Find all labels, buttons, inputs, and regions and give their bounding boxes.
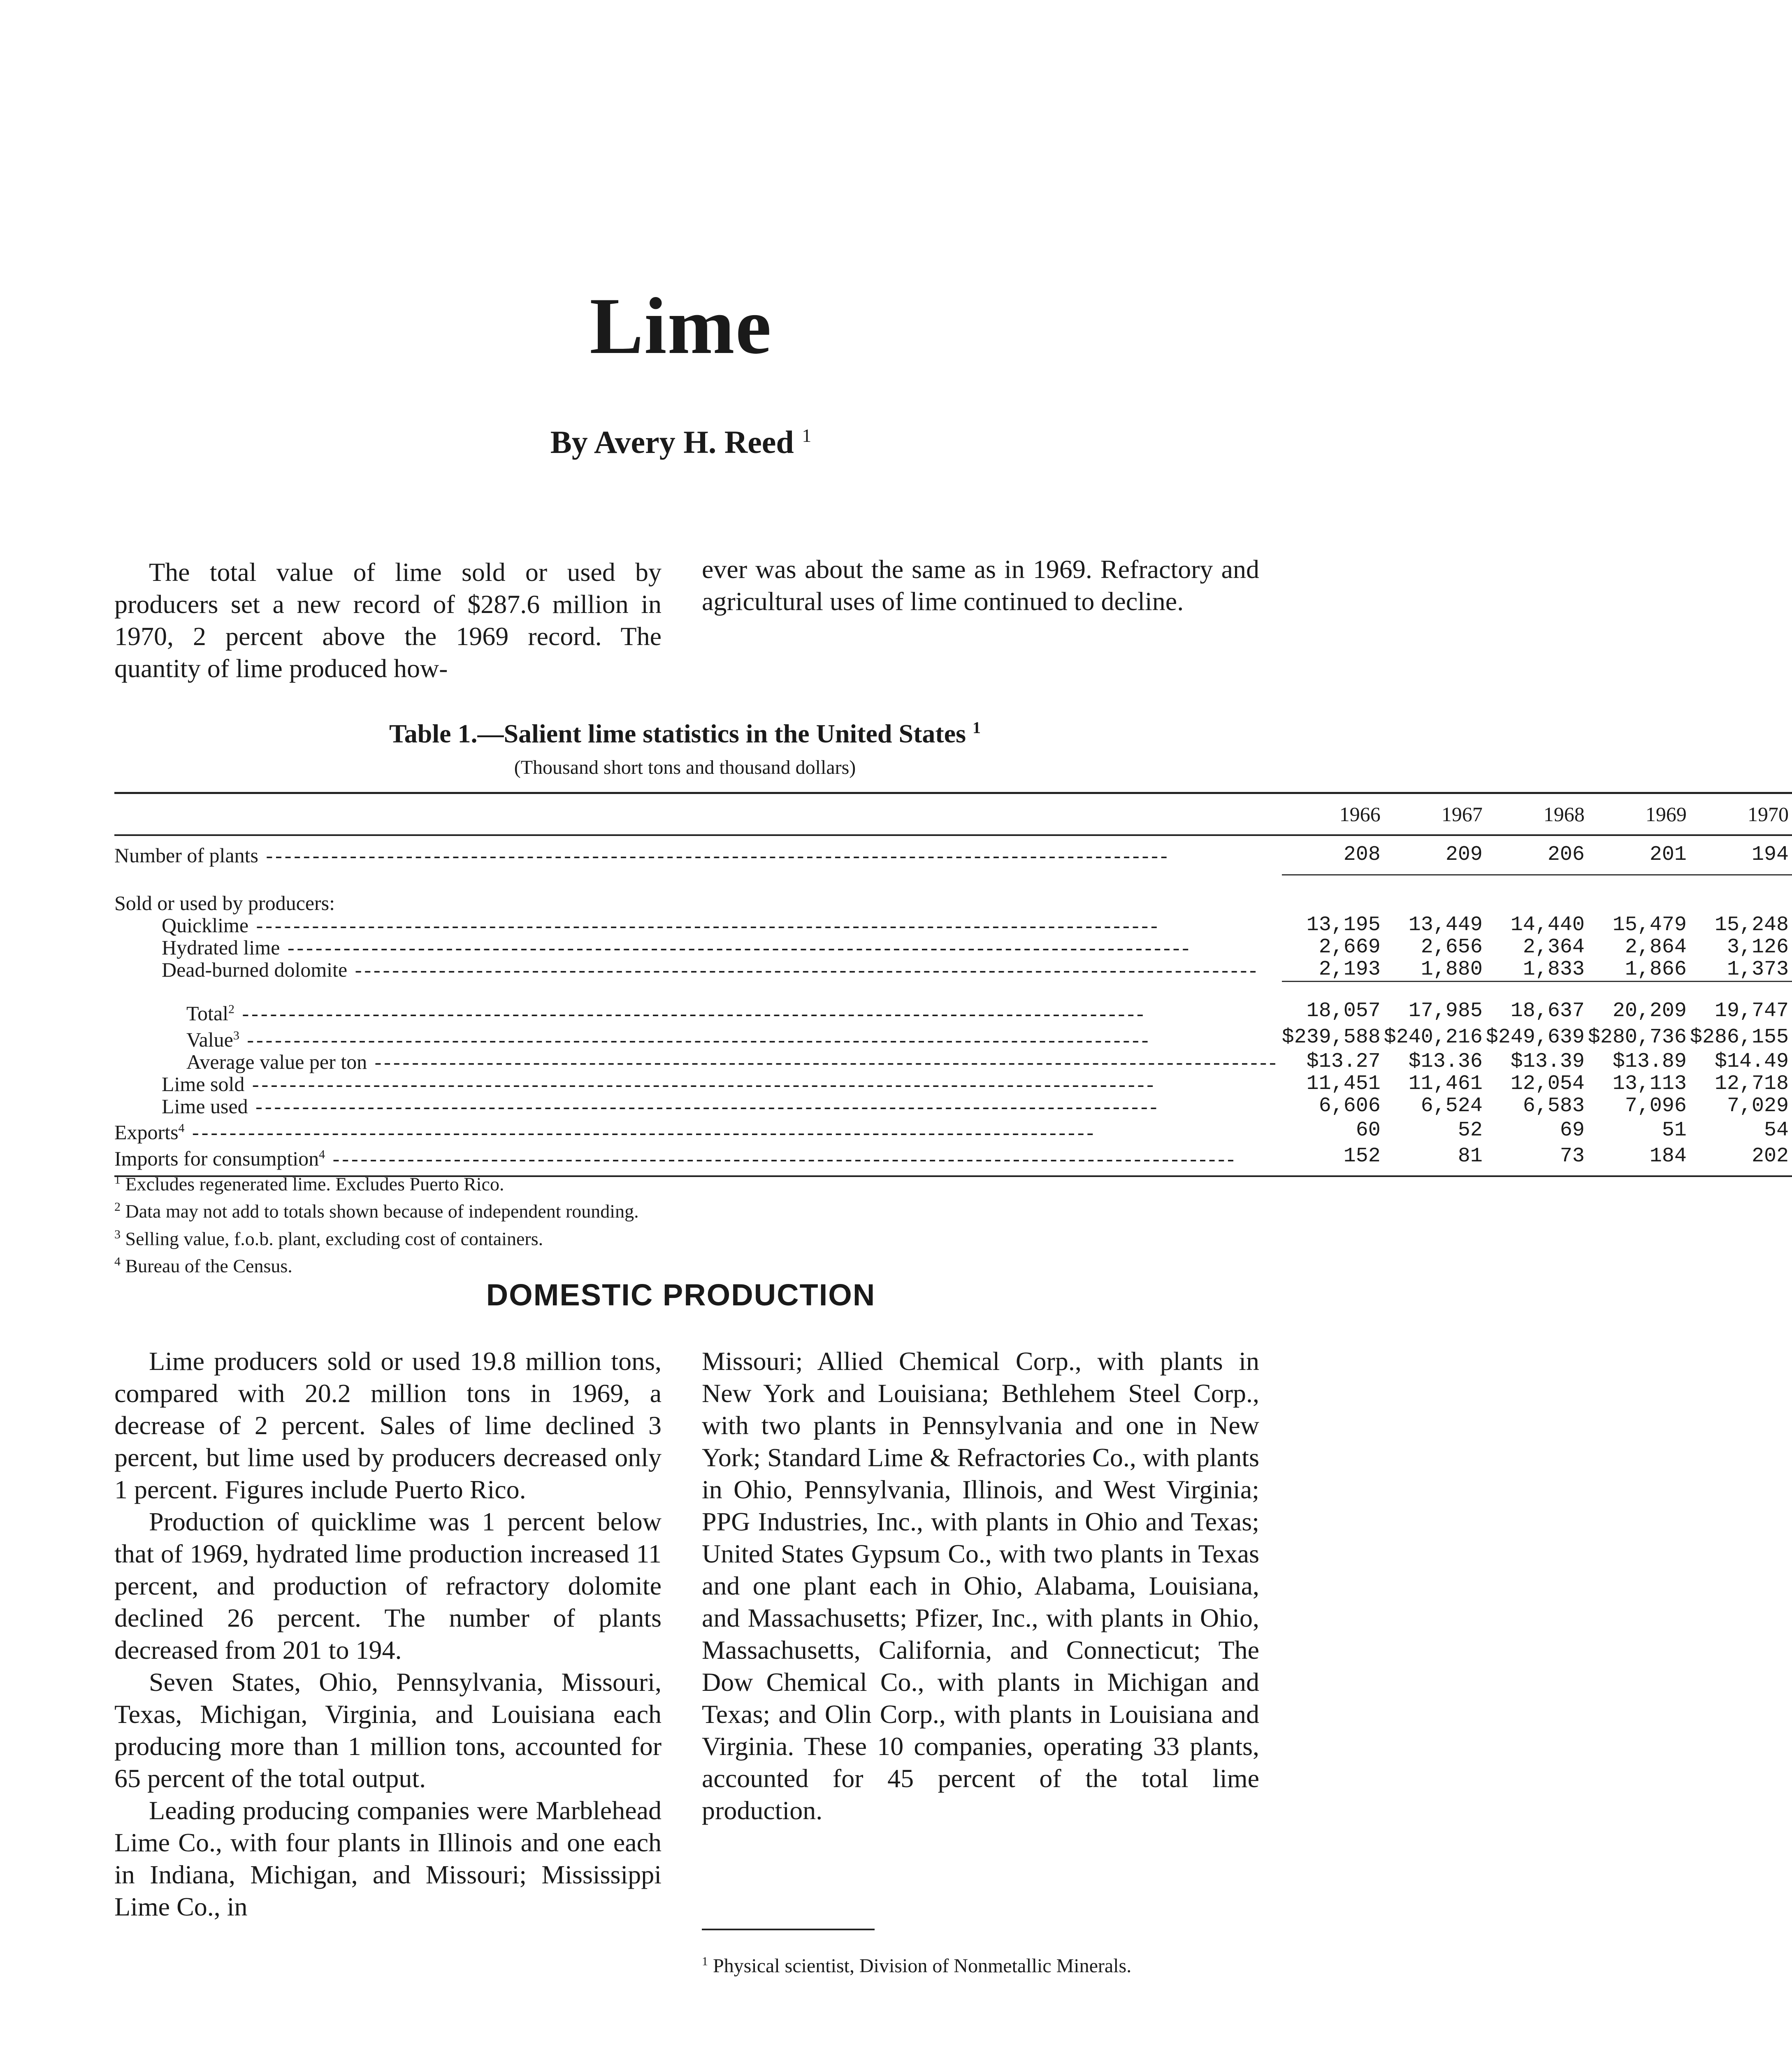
table-spacer [114, 875, 1792, 892]
intro-paragraph: The total value of lime sold or used by producers set a new record of $287.6 million in 1970, 2 percent above the 1969 record. The quantity of lime produced how- [114, 557, 662, 683]
footnote-marker: 4 [319, 1147, 325, 1161]
cell: $286,155 [1690, 1025, 1789, 1049]
cell: 2,669 [1318, 935, 1381, 959]
body-left-column [114, 1345, 662, 1923]
table-row-group-header [114, 892, 1792, 914]
author-byline [0, 424, 1362, 461]
intro-left-column [114, 556, 662, 685]
cell: 194 [1751, 843, 1789, 867]
table-footnote [114, 1196, 1019, 1223]
table-footnote [114, 1223, 1019, 1250]
author-name: By Avery H. Reed [550, 424, 794, 460]
salient-statistics-table [114, 792, 1789, 1177]
footnote-marker: 4 [178, 1121, 185, 1135]
row-label-text: Imports for consumption [114, 1147, 319, 1170]
cell: $239,588 [1281, 1025, 1381, 1049]
stats-table [114, 792, 1792, 1177]
year-header: 1970 [1690, 793, 1792, 836]
footnote-marker: 3 [114, 1227, 121, 1241]
footnote-marker: 2 [228, 1002, 235, 1016]
cell: 206 [1547, 843, 1585, 867]
cell: 6,606 [1318, 1094, 1381, 1118]
footnote-marker: 2 [114, 1200, 121, 1214]
table-footnote [114, 1250, 1019, 1277]
body-paragraph: Lime producers sold or used 19.8 million tons, compared with 20.2 million tons in 1969, a decrease of 2 percent. Sales of lime declined 3 percent, but lime used by producers decreased only 1 percent. Figures include Puerto Rico. [114, 1347, 662, 1504]
cell: 54 [1764, 1118, 1789, 1142]
row-label: Quicklime ----- [162, 914, 1160, 937]
cell: 1,880 [1421, 957, 1483, 981]
table-row-plants [114, 835, 1792, 875]
table-spacer [114, 981, 1792, 998]
table-row-deadburned [114, 959, 1792, 982]
table-header-row [114, 793, 1792, 836]
footnote-text: Data may not add to totals shown because of independent rounding. [125, 1200, 639, 1222]
cell: 7,029 [1727, 1094, 1789, 1118]
year-header: 1966 [1282, 793, 1384, 836]
cell: 13,449 [1408, 913, 1483, 937]
cell: 12,718 [1714, 1072, 1789, 1096]
year-header: 1968 [1486, 793, 1588, 836]
footnote-rule [702, 1929, 875, 1930]
author-footnote-marker: 1 [802, 425, 812, 446]
cell: 69 [1560, 1118, 1585, 1142]
cell: 15,479 [1612, 913, 1687, 937]
intro-paragraph-continued: ever was about the same as in 1969. Refractory and agricultural uses of lime continued to decline. [702, 555, 1259, 616]
body-right-column [702, 1345, 1259, 1827]
cell: $280,736 [1588, 1025, 1687, 1049]
author-footnote [702, 1950, 1259, 1978]
footnote-text: Selling value, f.o.b. plant, excluding cost of containers. [125, 1228, 543, 1249]
cell: 17,985 [1408, 999, 1483, 1023]
body-paragraph: Production of quicklime was 1 percent below that of 1969, hydrated lime production increased 11 percent, and production of refractory dolomite declined 26 percent. The number of plants decreased from 201 to 194. [114, 1507, 662, 1665]
cell: 14,440 [1510, 913, 1585, 937]
cell: 1,373 [1727, 957, 1789, 981]
cell: 1,866 [1625, 957, 1687, 981]
intro-right-column [702, 553, 1259, 618]
footnote-marker: 1 [702, 1955, 708, 1968]
table-row-total [114, 998, 1792, 1025]
cell: 7,096 [1625, 1094, 1687, 1118]
table-footnotes [114, 1168, 1019, 1277]
page-title: Lime [590, 281, 772, 371]
cell: 19,747 [1714, 999, 1789, 1023]
table-caption [0, 718, 1370, 749]
cell: 11,461 [1408, 1072, 1483, 1096]
row-label-text: Exports [114, 1121, 179, 1144]
row-label: Dead-burned dolomite ----- [162, 958, 1259, 981]
table-row-average [114, 1051, 1792, 1073]
table-row-lime-sold [114, 1073, 1792, 1095]
cell: 2,656 [1421, 935, 1483, 959]
cell: 52 [1458, 1118, 1483, 1142]
footnote-marker: 4 [114, 1254, 121, 1268]
row-label [186, 1028, 1151, 1051]
cell: 2,193 [1318, 957, 1381, 981]
cell: $13.89 [1612, 1049, 1687, 1073]
row-label-text: Total [186, 1002, 229, 1025]
cell: $13.39 [1510, 1049, 1585, 1073]
footnote-text: Excludes regenerated lime. Excludes Puerto Rico. [125, 1173, 504, 1195]
table-row-value [114, 1024, 1792, 1051]
cell: 13,195 [1306, 913, 1381, 937]
cell: 152 [1282, 1143, 1384, 1176]
cell: 51 [1662, 1118, 1687, 1142]
cell: 12,054 [1510, 1072, 1585, 1096]
body-paragraph: Leading producing companies were Marblehead Lime Co., with four plants in Illinois and one each in Indiana, Michigan, and Missouri; Mississippi Lime Co., in [114, 1796, 662, 1921]
row-label [114, 1147, 1237, 1170]
year-header: 1969 [1588, 793, 1690, 836]
row-label: Average value per ton ----- [186, 1050, 1279, 1073]
table-row-hydrated [114, 936, 1792, 959]
cell: 81 [1384, 1143, 1486, 1176]
table-row-quicklime [114, 914, 1792, 936]
cell: $249,639 [1486, 1025, 1585, 1049]
table-caption-text: Table 1.—Salient lime statistics in the United States [389, 719, 966, 748]
cell: 2,864 [1625, 935, 1687, 959]
cell: 11,451 [1306, 1072, 1381, 1096]
row-label: Lime sold ----- [162, 1073, 1156, 1096]
section-heading: DOMESTIC PRODUCTION [486, 1278, 876, 1312]
row-label: Lime used ----- [162, 1095, 1159, 1118]
footnote-text: Physical scientist, Division of Nonmetallic Minerals. [713, 1955, 1132, 1977]
footnote-marker: 3 [233, 1028, 239, 1042]
cell: 201 [1649, 843, 1687, 867]
cell: 18,637 [1510, 999, 1585, 1023]
cell: 209 [1445, 843, 1483, 867]
table-caption-marker: 1 [973, 718, 981, 737]
cell: 73 [1486, 1143, 1588, 1176]
cell: 208 [1343, 843, 1381, 867]
cell: 1,833 [1523, 957, 1585, 981]
stub-header [114, 793, 1282, 836]
cell: 15,248 [1714, 913, 1789, 937]
year-header: 1967 [1384, 793, 1486, 836]
cell: 2,364 [1523, 935, 1585, 959]
row-label: Number of plants ----- [114, 844, 1170, 867]
row-label [114, 1121, 1096, 1144]
table-subcaption: (Thousand short tons and thousand dollars) [514, 757, 856, 778]
cell: $240,216 [1383, 1025, 1483, 1049]
row-label: Sold or used by producers: [114, 891, 335, 915]
table-row-exports [114, 1117, 1792, 1144]
table-footnote [114, 1168, 1019, 1196]
cell: 6,583 [1523, 1094, 1585, 1118]
row-label: Hydrated lime ----- [162, 936, 1191, 959]
footnote-text: Bureau of the Census. [125, 1255, 292, 1277]
cell: 6,524 [1421, 1094, 1483, 1118]
row-label-text: Value [186, 1028, 233, 1051]
cell: 20,209 [1612, 999, 1687, 1023]
cell: $13.36 [1408, 1049, 1483, 1073]
cell: $14.49 [1714, 1049, 1789, 1073]
row-label [186, 1002, 1146, 1025]
cell: 60 [1356, 1118, 1381, 1142]
cell: 202 [1690, 1143, 1792, 1176]
body-paragraph-continued: Missouri; Allied Chemical Corp., with plants in New York and Louisiana; Bethlehem Steel Corp., with two plants in Pennsylvania and one in New York; Standard Lime & Refractories Co., with plants in Ohio, Pennsylvania, Illinois, and West Virginia; PPG Industries, Inc., with plants in Ohio and Texas; United States Gypsum Co., with two plants in Texas and one plant each in Ohio, Alabama, Louisiana, and Massachusetts; Pfizer, Inc., with plants in Ohio, Massachusetts, California, and Connecticut; The Dow Chemical Co., with plants in Michigan and Texas; and Olin Corp., with plants in Louisiana and Virginia. These 10 companies, operating 33 plants, accounted for 45 percent of the total lime production. [702, 1347, 1259, 1825]
table-row-lime-used [114, 1095, 1792, 1117]
cell: 18,057 [1306, 999, 1381, 1023]
cell: $13.27 [1306, 1049, 1381, 1073]
footnote-marker: 1 [114, 1173, 121, 1186]
cell: 184 [1588, 1143, 1690, 1176]
cell: 3,126 [1727, 935, 1789, 959]
body-paragraph: Seven States, Ohio, Pennsylvania, Missouri, Texas, Michigan, Virginia, and Louisiana each producing more than 1 million tons, accounted for 65 percent of the total output. [114, 1667, 662, 1793]
cell: 13,113 [1612, 1072, 1687, 1096]
